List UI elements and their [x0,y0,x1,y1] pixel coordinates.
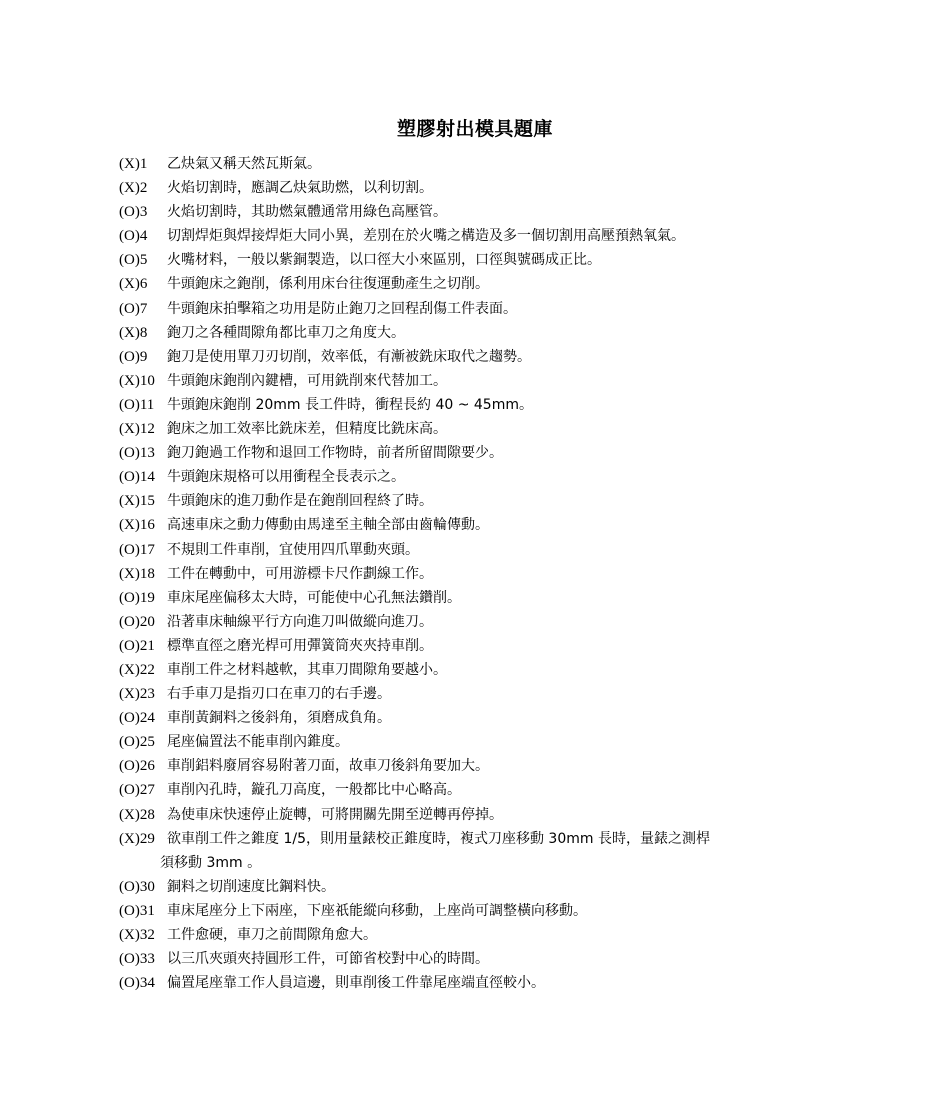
item-text: 高速車床之動力傳動由馬達至主軸全部由齒輪傳動。 [167,517,489,534]
item-text: 牛頭鉋床規格可以用衝程全長表示之。 [167,469,405,486]
item-text: 沿著車床軸線平行方向進刀叫做縱向進刀。 [167,613,433,630]
item-number: (O)11 [119,396,155,413]
item-number: (X)2 [119,180,148,197]
item-number: (O)24 [119,710,155,727]
item-number: (X)10 [119,372,155,389]
item-number: (O)30 [119,878,155,895]
item-text: 車削工件之材料越軟，其車刀間隙角要越小。 [167,661,447,678]
list-item [119,634,799,658]
item-number: (O)34 [119,975,155,992]
list-item [119,200,799,224]
list-item [119,923,799,947]
list-item [119,441,799,465]
item-number: (O)13 [119,445,155,462]
list-item [119,947,799,971]
item-text: 乙炔氣又稱天然瓦斯氣。 [167,156,321,172]
item-text: 不規則工件車削，宜使用四爪單動夾頭。 [167,541,419,558]
item-number: (X)6 [119,276,148,293]
list-item [119,754,799,778]
page-title: 塑膠射出模具題庫 [396,118,553,140]
item-text: 切割焊炬與焊接焊炬大同小異，差別在於火嘴之構造及多一個切割用高壓預熱氧氣。 [167,228,685,245]
item-first-line [119,827,799,851]
item-text: 以三爪夾頭夾持圓形工件，可節省校對中心的時間。 [167,951,489,968]
item-number: (O)33 [119,951,155,968]
list-item [119,393,799,417]
item-text: 車削黃銅料之後斜角，須磨成負角。 [167,710,391,727]
item-number: (O)17 [119,541,155,558]
item-number: (O)20 [119,613,155,630]
item-text: 標準直徑之磨光桿可用彈簧筒夾夾持車削。 [167,637,433,654]
item-text: 鉋床之加工效率比銑床差，但精度比銑床高。 [167,421,447,438]
item-text: 火焰切割時，其助燃氣體通常用綠色高壓管。 [167,204,447,221]
item-number: (X)28 [119,806,155,823]
list-item [119,971,799,995]
item-text: 火焰切割時，應調乙炔氣助燃，以利切割。 [167,180,433,197]
item-number: (X)18 [119,565,155,582]
item-number: (X)22 [119,661,155,678]
item-text: 車床尾座偏移太大時，可能使中心孔無法鑽削。 [167,589,461,606]
list-item [119,899,799,923]
item-number: (O)19 [119,589,155,606]
item-text: 為使車床快速停止旋轉，可將開關先開至逆轉再停掉。 [167,806,503,823]
item-number: (O)21 [119,637,155,654]
list-item [119,682,799,706]
item-number: (O)25 [119,734,155,751]
item-text: 火嘴材料，一般以紫銅製造，以口徑大小來區別，口徑與號碼成正比。 [167,252,601,269]
item-text: 欲車削工件之錐度 1/5，則用量錶校正錐度時，複式刀座移動 30mm 長時，量錶之測桿 [167,830,710,847]
list-item [119,875,799,899]
item-text: 車削內孔時，鏇孔刀高度，一般都比中心略高。 [167,782,461,799]
item-number: (O)3 [119,204,148,221]
item-number: (X)15 [119,493,155,510]
item-number: (O)14 [119,469,155,486]
item-number: (X)29 [119,830,155,847]
item-text: 鉋刀是使用單刀刃切削，效率低，有漸被銑床取代之趨勢。 [167,348,531,365]
list-item [119,610,799,634]
item-number: (O)26 [119,758,155,775]
list-item [119,730,799,754]
list-item [119,345,799,369]
list-item [119,803,799,827]
item-number: (X)32 [119,927,155,943]
list-item [119,489,799,513]
item-text: 牛頭鉋床之鉋削，係利用床台往復運動產生之切削。 [167,276,489,293]
list-item [119,562,799,586]
item-text: 偏置尾座靠工作人員這邊，則車削後工件靠尾座端直徑較小。 [167,975,545,992]
item-text: 車削鋁料廢屑容易附著刀面，故車刀後斜角要加大。 [167,758,489,775]
list-item [119,827,799,875]
list-item [119,369,799,393]
list-item [119,152,799,176]
list-item [119,417,799,441]
list-item [119,176,799,200]
list-item [119,321,799,345]
list-item [119,465,799,489]
list-item [119,658,799,682]
item-text: 鉋刀之各種間隙角都比車刀之角度大。 [167,324,405,341]
item-number: (O)31 [119,902,155,919]
item-text: 工件愈硬，車刀之前間隙角愈大。 [167,927,377,943]
item-text: 牛頭鉋床鉋削內鍵槽，可用銑削來代替加工。 [167,372,447,389]
item-text: 尾座偏置法不能車削內錐度。 [167,734,349,751]
list-item [119,297,799,321]
item-number: (X)23 [119,686,155,703]
list-item [119,778,799,802]
item-text: 銅料之切削速度比鋼料快。 [167,878,335,895]
list-item [119,224,799,248]
list-item [119,538,799,562]
list-item [119,706,799,730]
item-number: (X)8 [119,324,148,341]
item-text-continuation: 須移動 3mm 。 [160,854,262,871]
item-number: (O)27 [119,782,155,799]
item-text: 車床尾座分上下兩座，下座祇能縱向移動，上座尚可調整橫向移動。 [167,902,587,919]
item-text: 牛頭鉋床拍擊箱之功用是防止鉋刀之回程刮傷工件表面。 [167,300,517,317]
item-number: (O)4 [119,228,148,245]
list-item [119,513,799,537]
item-number: (O)9 [119,348,148,365]
item-text: 牛頭鉋床鉋削 20mm 長工件時，衝程長約 40 ~ 45mm。 [167,396,533,413]
item-number: (O)7 [119,300,148,317]
item-text: 鉋刀鉋過工作物和退回工作物時，前者所留間隙要少。 [167,445,503,462]
item-number: (X)12 [119,421,155,438]
item-number: (X)1 [119,156,148,172]
list-item [119,272,799,296]
item-number: (X)16 [119,517,155,534]
item-text: 工件在轉動中，可用游標卡尺作劃線工作。 [167,565,433,582]
list-item [119,586,799,610]
item-text: 牛頭鉋床的進刀動作是在鉋削回程終了時。 [167,493,433,510]
item-number: (O)5 [119,252,148,269]
list-item [119,248,799,272]
item-text: 右手車刀是指刃口在車刀的右手邊。 [167,686,391,703]
question-list [119,152,799,995]
